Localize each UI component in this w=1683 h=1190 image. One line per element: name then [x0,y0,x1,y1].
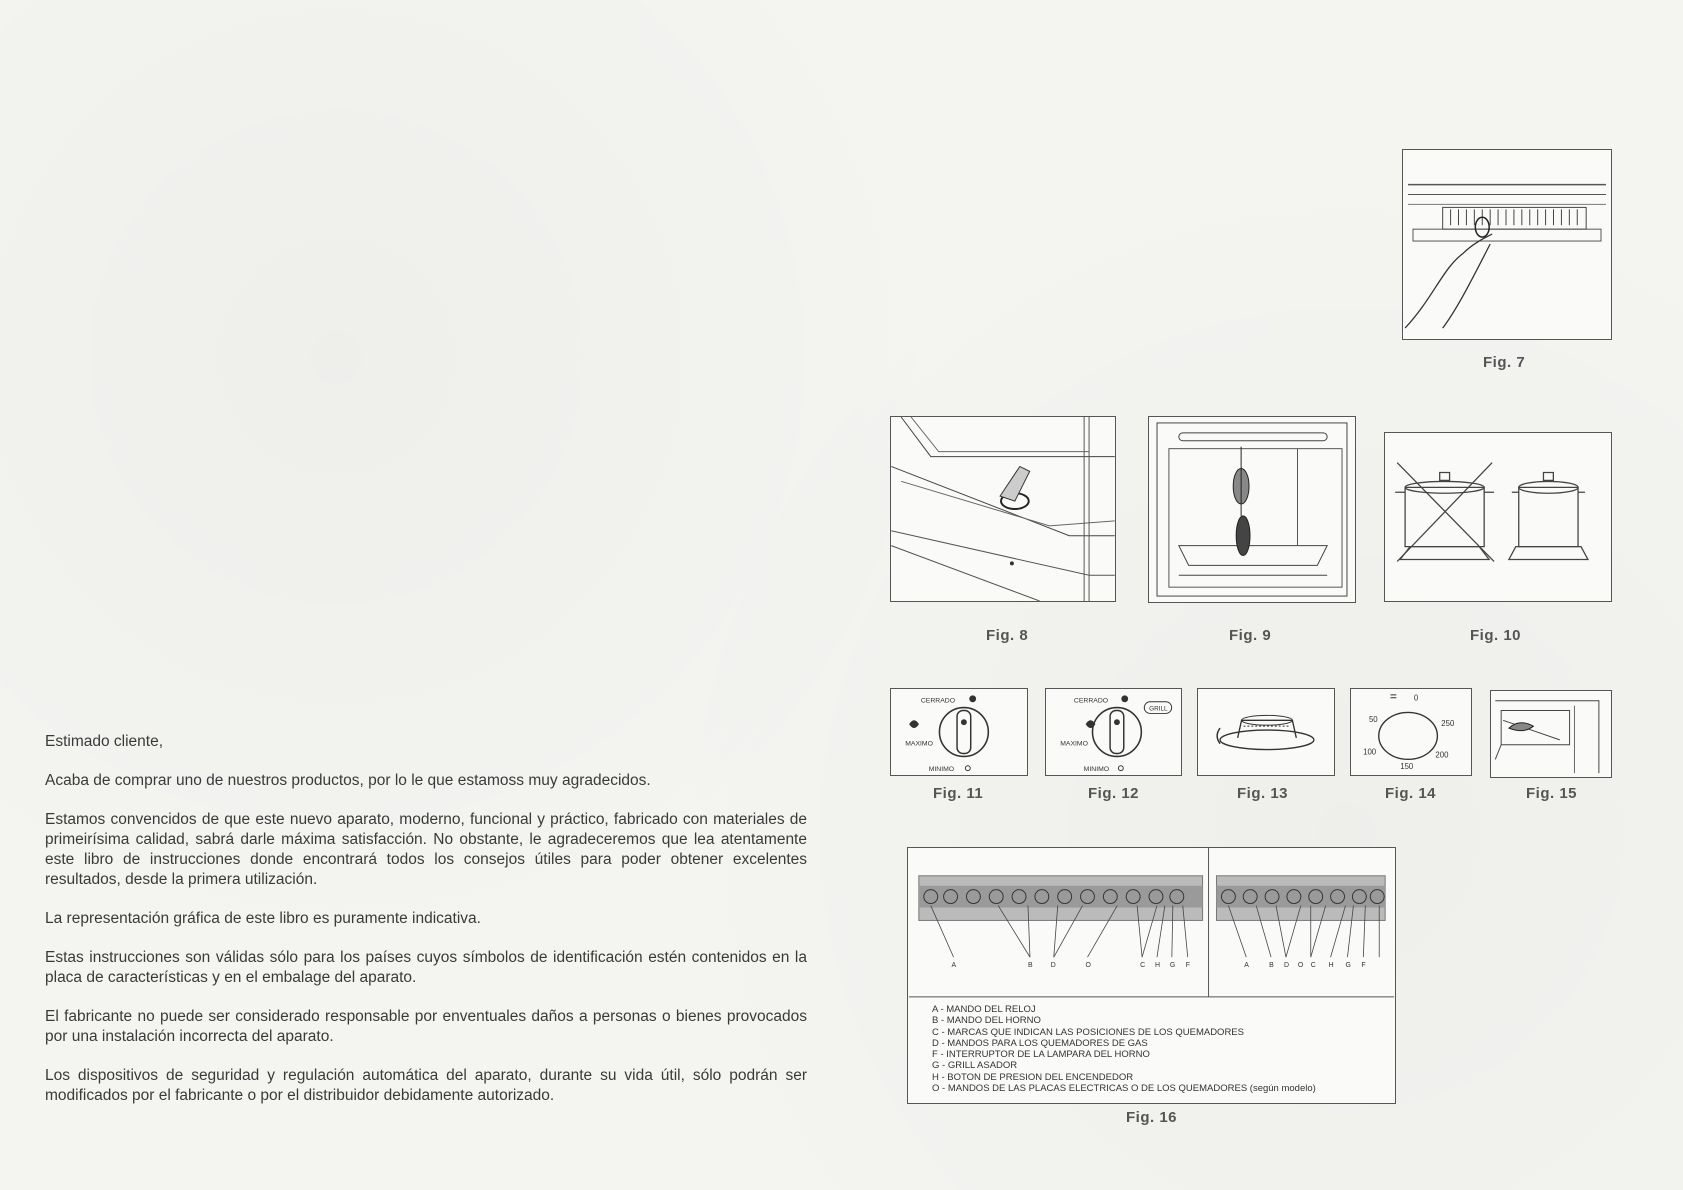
knob12-minimo-label: MINIMO [1083,766,1110,774]
letter-paragraph-6: Los dispositivos de seguridad y regulación automática del aparato, durante su vida útil, sólo podrán ser modificados por el fabricante o por el distribuidor debidamente autorizado. [45,1067,807,1104]
legend-item: H - BOTON DE PRESION DEL ENCENDEDOR [932,1071,1134,1083]
figure-8-caption: Fig. 8 [986,627,1029,644]
thermo-0: 0 [1413,693,1419,703]
panel-right-letter: G [1345,962,1351,970]
panel-left-letter: B [1027,962,1033,970]
figure-7-grill-element [1402,149,1612,340]
figure-13-caption: Fig. 13 [1237,785,1289,802]
panel-right-letter: A [1244,962,1249,970]
figure-7-caption: Fig. 7 [1483,354,1526,371]
letter-paragraph-5: El fabricante no puede ser considerado responsable por enventuales daños a personas o bienes provocados por una instalación incorrecta del aparato. [45,1008,807,1045]
knob12-grill-label: GRILL [1149,705,1168,713]
figure-8-oven-floor [890,416,1116,602]
letter-greeting: Estimado cliente, [45,733,164,750]
knob-cerrado-label: CERRADO [920,697,956,705]
figure-16-caption: Fig. 16 [1126,1109,1178,1126]
thermo-50: 50 [1368,715,1378,725]
panel-left-letter: A [951,962,957,970]
panel-left-letter: G [1169,962,1176,970]
panel-right-letter: D [1283,962,1289,970]
thermo-100: 100 [1363,747,1377,757]
panel-right-letter: C [1310,962,1316,970]
panel-left-letter: O [1085,962,1091,970]
figure-9-caption: Fig. 9 [1229,627,1272,644]
figure-13-burner [1197,688,1335,776]
figure-14-caption: Fig. 14 [1385,785,1437,802]
letter-paragraph-3: La representación gráfica de este libro es puramente indicativa. [45,910,481,927]
figure-10-pot-placement [1384,432,1612,602]
figure-12-caption: Fig. 12 [1088,785,1140,802]
panel-right-letter: O [1297,962,1304,970]
thermo-150: 150 [1400,762,1414,772]
knob12-cerrado-label: CERRADO [1073,697,1109,705]
panel-left-letter: D [1050,962,1056,970]
panel-right-letter: B [1269,962,1274,970]
panel-left-letter: H [1154,962,1160,970]
panel-left-letter: F [1185,962,1190,970]
figure-15-caption: Fig. 15 [1526,785,1578,802]
customer-letter [45,732,807,1125]
figure-12-oven-knob [1045,688,1182,776]
letter-paragraph-2: Estamos convencidos de que este nuevo aparato, moderno, funcional y práctico, fabricado con materiales de primeirísima calidad, sabrá darle máxima satisfacción. No obstante, le agradeceremos que lea atentamente este libro de instrucciones donde encontrará todos los consejos útiles para poder obtener excelentes resultados, desde la primera utilización. [45,811,807,888]
legend-item: F - INTERRUPTOR DE LA LAMPARA DEL HORNO [932,1049,1150,1061]
panel-right-letter: H [1328,962,1334,970]
figure-11-caption: Fig. 11 [933,785,984,802]
legend-item: D - MANDOS PARA LOS QUEMADORES DE GAS [932,1037,1148,1049]
panel-left-letter: C [1140,962,1146,970]
legend-item: C - MARCAS QUE INDICAN LAS POSICIONES DE LOS QUEMADORES [932,1026,1244,1038]
thermo-200: 200 [1435,750,1449,760]
figure-9-oven-lamp [1148,416,1356,603]
letter-paragraph-4: Estas instrucciones son válidas sólo para los países cuyos símbolos de identificación estén contenidos en la placa de características y en el embalage del aparato. [45,949,807,986]
letter-paragraph-1: Acaba de comprar uno de nuestros productos, por lo le que estamoss muy agradecidos. [45,772,651,789]
legend-item: O - MANDOS DE LAS PLACAS ELECTRICAS O DE LOS QUEMADORES (según modelo) [932,1083,1316,1095]
knob-maximo-label: MAXIMO [905,740,933,748]
figure-15-grill-element [1490,690,1612,778]
knob12-maximo-label: MAXIMO [1060,740,1088,748]
figure-11-burner-knob [890,688,1028,776]
figure-16-legend [932,1004,1316,1094]
figure-14-thermostat [1350,688,1472,776]
legend-item: A - MANDO DEL RELOJ [932,1004,1036,1015]
legend-item: G - GRILL ASADOR [932,1060,1018,1072]
legend-item: B - MANDO DEL HORNO [932,1015,1041,1027]
figure-10-caption: Fig. 10 [1470,627,1522,644]
thermo-250: 250 [1441,719,1455,729]
knob-minimo-label: MINIMO [928,766,955,774]
panel-right-letter: F [1361,962,1366,970]
